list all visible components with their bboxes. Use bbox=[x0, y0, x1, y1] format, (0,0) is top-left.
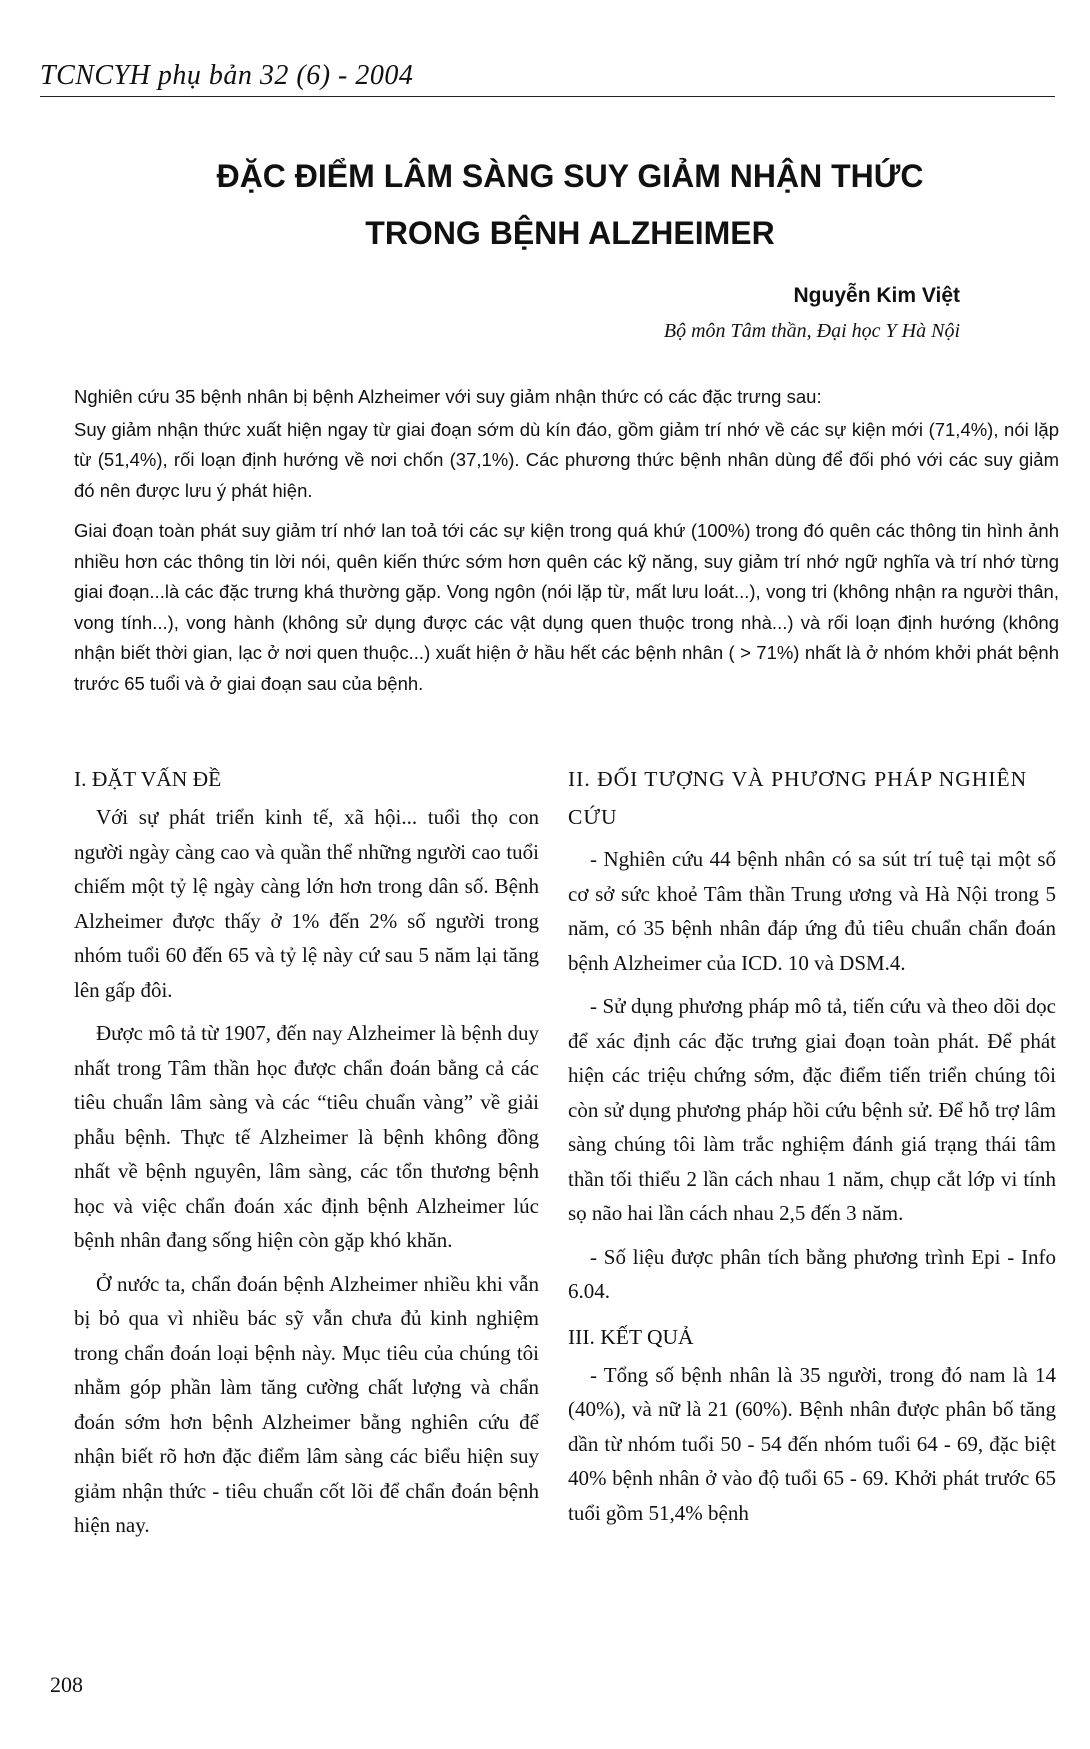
journal-header bbox=[40, 60, 1055, 97]
article-title bbox=[0, 148, 1090, 262]
abstract bbox=[74, 382, 1059, 709]
right-column bbox=[568, 760, 1056, 1539]
section-1-paragraph-2: Được mô tả từ 1907, đến nay Alzheimer là bệnh duy nhất trong Tâm thần học được chẩn đoán bằng cả các tiêu chuẩn lâm sàng và các “tiêu chuẩn vàng” về giải phẫu bệnh. Thực tế Alzheimer là bệnh không đồng nhất về bệnh nguyên, lâm sàng, các tổn thương bệnh học và việc chẩn đoán xác định bệnh Alzheimer lúc bệnh nhân đang sống hiện còn gặp khó khăn. bbox=[74, 1021, 539, 1252]
journal-citation: TCNCYH phụ bản 32 (6) - 2004 bbox=[40, 60, 414, 91]
section-2-paragraph-1: - Nghiên cứu 44 bệnh nhân có sa sút trí tuệ tại một số cơ sở sức khoẻ Tâm thần Trung ương và Hà Nội trong 5 năm, có 35 bệnh nhân đáp ứng đủ tiêu chuẩn chẩn đoán bệnh Alzheimer của ICD. 10 và DSM.4. bbox=[568, 847, 1056, 975]
title-line-1: ĐẶC ĐIỂM LÂM SÀNG SUY GIẢM NHẬN THỨC bbox=[216, 158, 924, 194]
section-1-paragraph-1: Với sự phát triển kinh tế, xã hội... tuổi thọ con người ngày càng cao và quần thể những người cao tuổi chiếm một tỷ lệ ngày càng lớn hơn trong dân số. Bệnh Alzheimer được thấy ở 1% đến 2% số người trong nhóm tuổi 60 đến 65 và tỷ lệ này cứ sau 5 năm lại tăng lên gấp đôi. bbox=[74, 805, 539, 1002]
abstract-paragraph-2: Suy giảm nhận thức xuất hiện ngay từ giai đoạn sớm dù kín đáo, gồm giảm trí nhớ về các sự kiện mới (71,4%), nói lặp từ (51,4%), rối loạn định hướng về nơi chốn (37,1%). Các phương thức bệnh nhân dùng để đối phó với các suy giảm đó nên được lưu ý phát hiện. bbox=[74, 418, 1059, 501]
page-number: 208 bbox=[50, 1672, 83, 1697]
section-1-paragraph-3: Ở nước ta, chẩn đoán bệnh Alzheimer nhiều khi vẫn bị bỏ qua vì nhiều bác sỹ vẫn chưa đủ kinh nghiệm trong chẩn đoán loại bệnh này. Mục tiêu của chúng tôi nhằm góp phần làm tăng cường chất lượng và chẩn đoán sớm hơn bệnh Alzheimer bằng nghiên cứu để nhận biết rõ hơn đặc điểm lâm sàng các biểu hiện suy giảm nhận thức - tiêu chuẩn cốt lõi để chẩn đoán bệnh hiện nay. bbox=[74, 1271, 539, 1537]
abstract-paragraph-3: Giai đoạn toàn phát suy giảm trí nhớ lan toả tới các sự kiện trong quá khứ (100%) trong đó quên các thông tin hình ảnh nhiều hơn các thông tin lời nói, quên kiến thức sớm hơn quên các kỹ năng, suy giảm trí nhớ ngữ nghĩa và trí nhớ từng giai đoạn...là các đặc trưng khá thường gặp. Vong ngôn (nói lặp từ, mất lưu loát...), vong tri (không nhận ra người thân, vong tính...), vong hành (không sử dụng được các vật dụng quen thuộc trong nhà...) và rối loạn định hướng (không nhận biết thời gian, lạc ở nơi quen thuộc...) xuất hiện ở hầu hết các bệnh nhân ( > 71%) nhất là ở nhóm khởi phát bệnh trước 65 tuổi và ở giai đoạn sau của bệnh. bbox=[74, 520, 1059, 694]
author-affiliation: Bộ môn Tâm thần, Đại học Y Hà Nội bbox=[663, 320, 960, 342]
section-1-heading: I. ĐẶT VẤN ĐỀ bbox=[74, 767, 222, 791]
section-2-paragraph-3: - Số liệu được phân tích bằng phương trình Epi - Info 6.04. bbox=[568, 1244, 1056, 1303]
left-column bbox=[74, 760, 539, 1552]
section-3-paragraph-1: - Tổng số bệnh nhân là 35 người, trong đó nam là 14 (40%), và nữ là 21 (60%). Bệnh nhân được phân bố tăng dần từ nhóm tuổi 50 - 54 đến nhóm tuổi 64 - 69, đặc biệt 40% bệnh nhân ở vào độ tuổi 65 - 69. Khởi phát trước 65 tuổi gồm 51,4% bệnh bbox=[568, 1362, 1056, 1525]
section-2-heading: II. ĐỐI TƯỢNG VÀ PHƯƠNG PHÁP NGHIÊN CỨU bbox=[568, 767, 1028, 829]
title-line-2: TRONG BỆNH ALZHEIMER bbox=[365, 215, 775, 251]
author-name: Nguyễn Kim Việt bbox=[793, 284, 960, 307]
section-2-paragraph-2: - Sử dụng phương pháp mô tả, tiến cứu và theo dõi dọc để xác định các đặc trưng giai đoạn toàn phát. Để phát hiện các triệu chứng sớm, đặc điểm tiến triển chúng tôi còn sử dụng phương pháp hồi cứu bệnh sử. Để hỗ trợ lâm sàng chúng tôi làm trắc nghiệm đánh giá trạng thái tâm thần tối thiểu 2 lần cách nhau 1 năm, chụp cắt lớp vi tính sọ não hai lần cách nhau 2,5 đến 3 năm. bbox=[568, 994, 1056, 1225]
section-3-heading: III. KẾT QUẢ bbox=[568, 1324, 694, 1349]
abstract-paragraph-1: Nghiên cứu 35 bệnh nhân bị bệnh Alzheimer với suy giảm nhận thức có các đặc trưng sau: bbox=[74, 386, 822, 407]
